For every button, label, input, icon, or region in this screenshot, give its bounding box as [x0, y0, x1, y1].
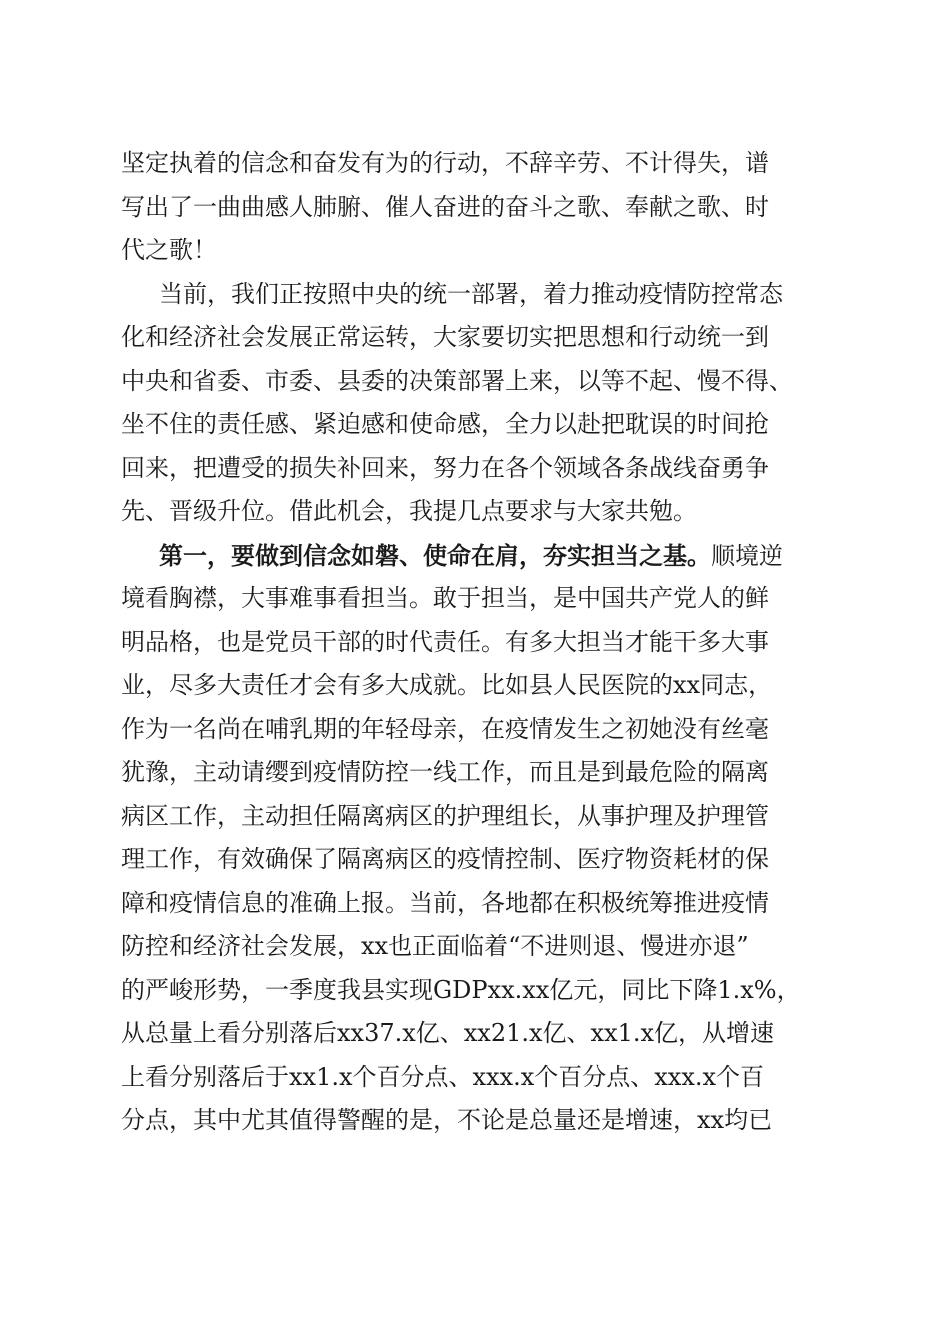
- paragraph-1-line-3: 代之歌！: [121, 236, 217, 264]
- document-body: [121, 142, 841, 1143]
- paragraph-2-line-6: 先、晋级升位。借此机会，我提几点要求与大家共勉。: [121, 497, 697, 525]
- paragraph-3-line-2: 境看胸襟，大事难事看担当。敢于担当，是中国共产党人的鲜: [121, 584, 769, 612]
- paragraph-2-line-2: 化和经济社会发展正常运转，大家要切实把思想和行动统一到: [121, 323, 769, 351]
- paragraph-2-line-3: 中央和省委、市委、县委的决策部署上来，以等不起、慢不得、: [121, 366, 793, 395]
- paragraph-2-line-4: 坐不住的责任感、紧迫感和使命感，全力以赴把耽误的时间抢: [121, 410, 769, 438]
- paragraph-2-line-5: 回来，把遭受的损失补回来，努力在各个领域各条战线奋勇争: [121, 453, 769, 482]
- paragraph-2-line-1: 当前，我们正按照中央的统一部署，着力推动疫情防控常态: [159, 279, 783, 308]
- paragraph-3-line-10: 防控和经济社会发展，xx也正面临着“不进则退、慢进亦退”: [121, 932, 749, 960]
- paragraph-3-line-9: 障和疫情信息的准确上报。当前，各地都在积极统筹推进疫情: [121, 888, 769, 917]
- paragraph-3-line-14: 分点，其中尤其值得警醒的是，不论是总量还是增速，xx均已: [121, 1106, 773, 1134]
- paragraph-1-line-1: 坚定执着的信念和奋发有为的行动，不辞辛劳、不计得失，谱: [121, 149, 769, 177]
- paragraph-3-line-1-rest: 顺境逆: [711, 541, 783, 570]
- paragraph-3-line-7: 病区工作，主动担任隔离病区的护理组长，从事护理及护理管: [121, 801, 769, 830]
- paragraph-3-line-11: 的严峻形势，一季度我县实现GDPxx.xx亿元，同比下降1.x%，: [121, 975, 801, 1004]
- paragraph-3-line-13: 上看分别落后于xx1.x个百分点、xxx.x个百分点、xxx.x个百: [121, 1062, 765, 1091]
- paragraph-3-line-8: 理工作，有效确保了隔离病区的疫情控制、医疗物资耗材的保: [121, 845, 769, 873]
- paragraph-1-line-2: 写出了一曲曲感人肺腑、催人奋进的奋斗之歌、奉献之歌、时: [121, 192, 769, 221]
- paragraph-3-line-12: 从总量上看分别落后xx37.x亿、xx21.x亿、xx1.x亿，从增速: [121, 1019, 775, 1047]
- paragraph-3-line-6: 犹豫，主动请缨到疫情防控一线工作，而且是到最危险的隔离: [121, 758, 769, 786]
- paragraph-3-line-1: [121, 534, 841, 578]
- paragraph-3-line-5: 作为一名尚在哺乳期的年轻母亲，在疫情发生之初她没有丝毫: [121, 714, 769, 743]
- paragraph-3-line-3: 明品格，也是党员干部的时代责任。有多大担当才能干多大事: [121, 627, 769, 656]
- paragraph-3-line-4: 业，尽多大责任才会有多大成就。比如县人民医院的xx同志，: [121, 671, 773, 699]
- section-heading: 第一，要做到信念如磐、使命在肩，夯实担当之基。: [159, 540, 711, 570]
